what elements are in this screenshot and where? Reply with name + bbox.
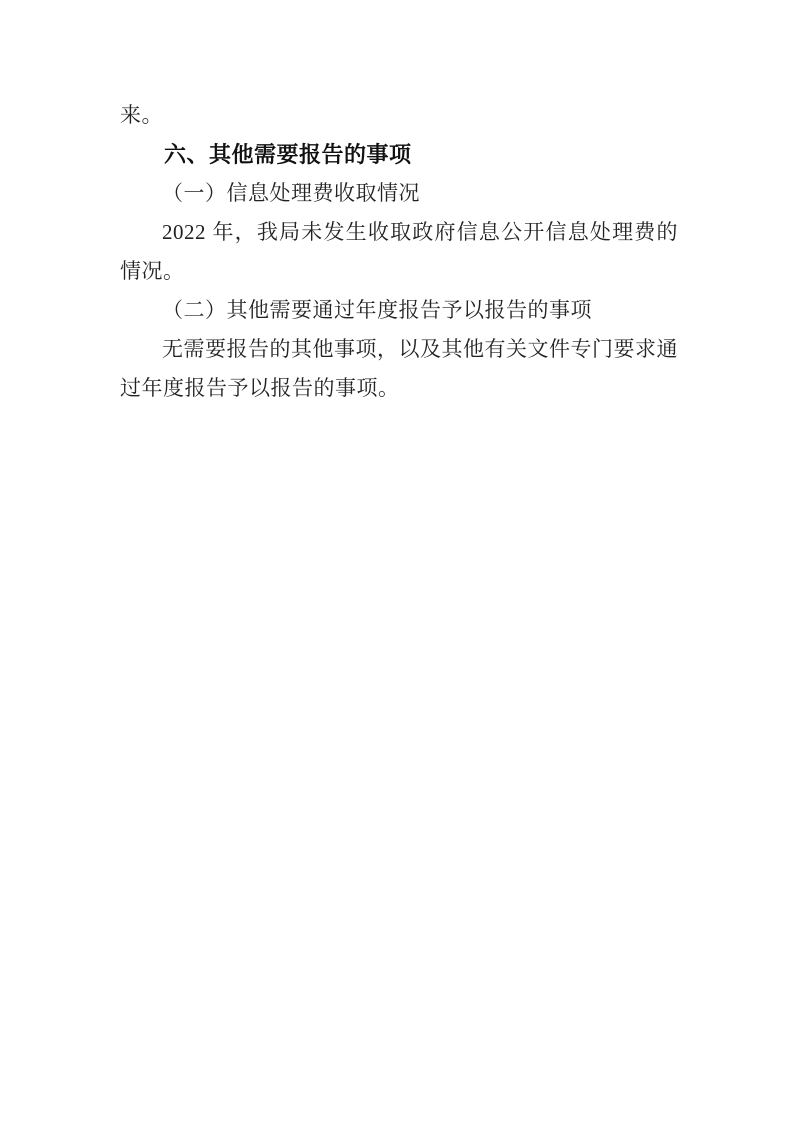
subsection-heading-one: （一）信息处理费收取情况 bbox=[162, 181, 420, 205]
paragraph-continuation: 来。 bbox=[120, 103, 163, 127]
subsection-heading-two: （二）其他需要通过年度报告予以报告的事项 bbox=[162, 298, 592, 322]
paragraph-other-matters: 无需要报告的其他事项，以及其他有关文件专门要求通过年度报告予以报告的事项。 bbox=[120, 337, 678, 400]
section-heading-six: 六、其他需要报告的事项 bbox=[164, 142, 412, 167]
document-content bbox=[120, 96, 678, 408]
paragraph-fee-collection: 2022 年，我局未发生收取政府信息公开信息处理费的情况。 bbox=[120, 220, 678, 283]
